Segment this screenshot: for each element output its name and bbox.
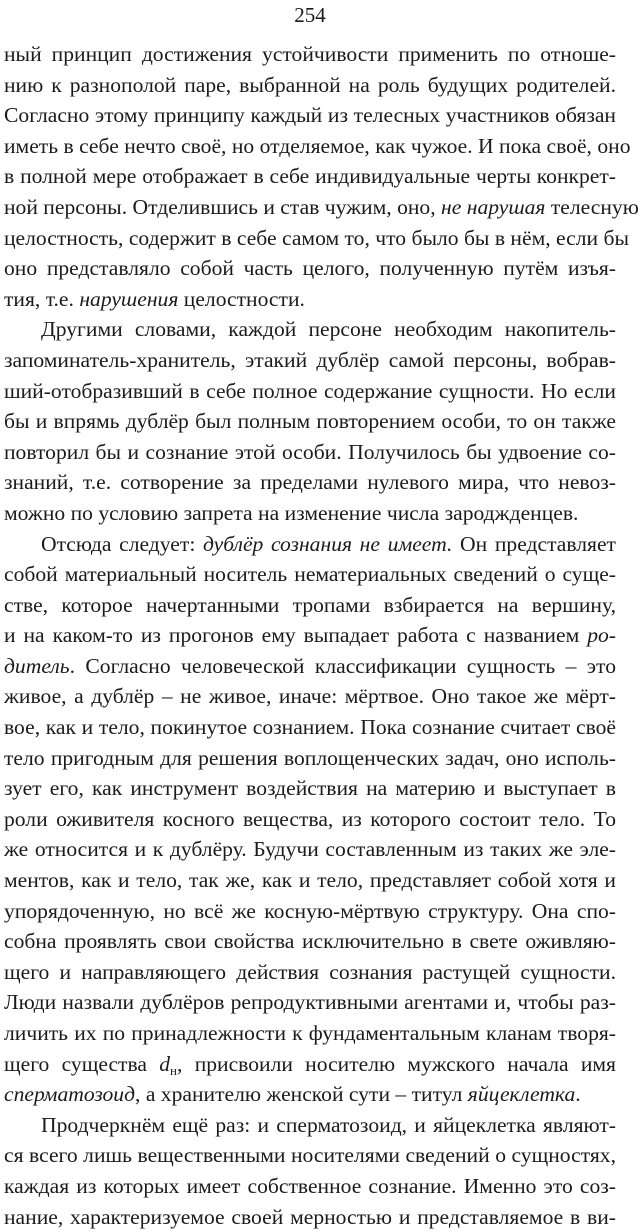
text-line <box>4 498 616 529</box>
text-line <box>4 406 616 437</box>
text-segment: можно по условию запрета на изменение числа зароджденцев. <box>4 500 579 525</box>
text-segment: иметь в себе нечто своё, но отделяемое, как чужое. И пока своё, оно <box>4 133 631 158</box>
paragraph <box>4 529 616 1110</box>
text-segment: Отсюда следует: <box>41 531 203 556</box>
text-line <box>4 743 616 774</box>
text-line <box>4 957 616 988</box>
text-segment: ший-отобразивший в себе полное содержание сущности. Но если <box>4 378 616 403</box>
text-line <box>4 926 616 957</box>
text-line <box>4 1202 616 1232</box>
text-line <box>4 834 616 865</box>
text-line <box>4 865 616 896</box>
italic-text: d <box>159 1051 171 1076</box>
italic-text: дублёр сознания не имеет. <box>202 531 453 556</box>
text-segment: повторил бы и сознание этой особи. Получилось бы удвоение со- <box>4 439 616 464</box>
paragraph <box>4 314 616 528</box>
text-segment: нание, характеризуемое своей мерностью и представляемое в ви- <box>4 1204 616 1229</box>
text-segment: тело пригодным для решения воплощенческих задач, оно исполь- <box>4 745 616 770</box>
text-segment: упорядоченную, но всё же косную-мёртвую структуру. Она спо- <box>4 898 616 923</box>
text-segment: бы и впрямь дублёр был полным повторением особи, то он также <box>4 409 616 434</box>
text-line <box>4 1018 616 1049</box>
text-line <box>4 529 616 560</box>
text-segment: стве, которое начертанными тропами взбирается на вершину, <box>4 592 616 617</box>
text-segment: собна проявлять свои свойства исключительно в свете оживляю- <box>4 929 616 954</box>
text-segment: Согласно этому принципу каждый из телесных участников обязан <box>4 103 616 128</box>
text-segment: Другими словами, каждой персоне необходим накопитель- <box>41 317 616 342</box>
paragraph <box>4 39 639 314</box>
text-segment: знаний, т.е. сотворение за пределами нулевого мира, что невоз- <box>4 470 616 495</box>
text-line <box>4 161 616 192</box>
text-segment: собой материальный носитель нематериальных сведений о суще- <box>4 562 616 587</box>
italic-text: дитель <box>4 653 70 678</box>
text-line <box>4 896 616 927</box>
page-number: 254 <box>294 3 326 27</box>
text-segment: ный принцип достижения устойчивости применить по отноше- <box>4 42 616 66</box>
body-text <box>4 39 639 1232</box>
text-line <box>4 681 616 712</box>
text-line <box>4 1110 616 1141</box>
text-segment: запоминатель-хранитель, этакий дублёр самой персоны, вобрав- <box>4 347 616 372</box>
text-segment: ся всего лишь вещественными носителями сведений о сущностях, <box>4 1143 616 1168</box>
text-segment: . Согласно человеческой классификации сущность – это <box>69 653 616 678</box>
text-segment: целостность, содержит в себе самом то, что было бы в нём, если бы <box>4 225 629 250</box>
text-segment: личить их по принадлежности к фундаментальным кланам творя- <box>4 1021 616 1045</box>
text-segment: нию к разнополой паре, выбранной на роль будущих родителей. <box>4 72 616 97</box>
text-line <box>4 804 616 835</box>
text-line <box>4 1049 616 1080</box>
text-segment: щего и направляющего действия сознания растущей сущности. <box>4 959 616 984</box>
text-segment: Он представляет <box>452 531 616 556</box>
text-line <box>4 437 616 468</box>
text-line <box>4 131 631 162</box>
text-segment: ментов, как и тело, так же, как и тело, представляет собой хотя и <box>4 868 616 893</box>
italic-text: сперматозоид <box>4 1082 136 1107</box>
text-segment: роли оживителя косного вещества, из которого состоит тело. То <box>4 806 616 831</box>
text-segment: , а хранителю женской сути – титул <box>135 1082 468 1107</box>
text-line <box>4 253 616 284</box>
text-segment: каждая из которых имеет собственное сознание. Именно это соз- <box>4 1173 616 1198</box>
text-line <box>4 314 616 345</box>
text-line <box>4 192 639 223</box>
italic-text: не нарушая <box>441 194 546 219</box>
text-segment: Люди назвали дублёров репродуктивными агентами и, чтобы раз- <box>4 990 616 1015</box>
text-line <box>4 1140 616 1171</box>
text-segment: в полной мере отображает в себе индивидуальные черты конкрет- <box>4 164 616 189</box>
text-line <box>4 376 616 407</box>
text-line <box>4 39 616 70</box>
text-line <box>4 620 616 651</box>
text-line <box>4 100 616 131</box>
text-line <box>4 712 616 743</box>
text-segment: тия, т.е. <box>4 286 80 311</box>
text-segment: целостности. <box>178 286 305 311</box>
text-line <box>4 1171 616 1202</box>
text-line <box>4 70 616 101</box>
text-line <box>4 345 616 376</box>
text-segment: ной персоны. Отделившись и став чужим, оно, <box>4 194 442 219</box>
text-segment: живое, а дублёр – не живое, иначе: мёртвое. Оно такое же мёрт- <box>4 684 616 709</box>
text-line <box>4 590 616 621</box>
italic-text: нарушения <box>79 286 179 311</box>
text-line <box>4 987 616 1018</box>
text-segment: зует его, как инструмент воздействия на материю и выступает в <box>4 776 616 801</box>
italic-text: яйцеклетка <box>467 1082 576 1107</box>
text-line <box>4 284 616 315</box>
text-line <box>4 559 616 590</box>
italic-text: ро- <box>587 623 616 648</box>
text-segment: щего существа <box>4 1051 160 1076</box>
paragraph <box>4 1110 616 1232</box>
text-segment: же относится и к дублёру. Будучи составленным из таких же эле- <box>4 837 616 862</box>
text-line <box>4 1079 616 1110</box>
text-line <box>4 223 629 254</box>
text-segment: оно представляло собой часть целого, полученную путём изъя- <box>4 256 616 281</box>
text-segment: Продчеркнём ещё раз: и сперматозоид, и яйцеклетка являют- <box>41 1112 616 1137</box>
text-segment: . <box>575 1082 581 1107</box>
text-line <box>4 773 616 804</box>
text-line <box>4 467 616 498</box>
subscript-text: н <box>170 1062 178 1078</box>
text-line <box>4 651 616 682</box>
text-segment: и на каком-то из прогонов ему выпадает работа с названием <box>4 623 588 648</box>
text-segment: , присвоили носителю мужского начала имя <box>177 1051 616 1076</box>
text-segment: телесную <box>545 194 639 219</box>
text-segment: вое, как и тело, покинутое сознанием. Пока сознание считает своё <box>4 715 616 740</box>
